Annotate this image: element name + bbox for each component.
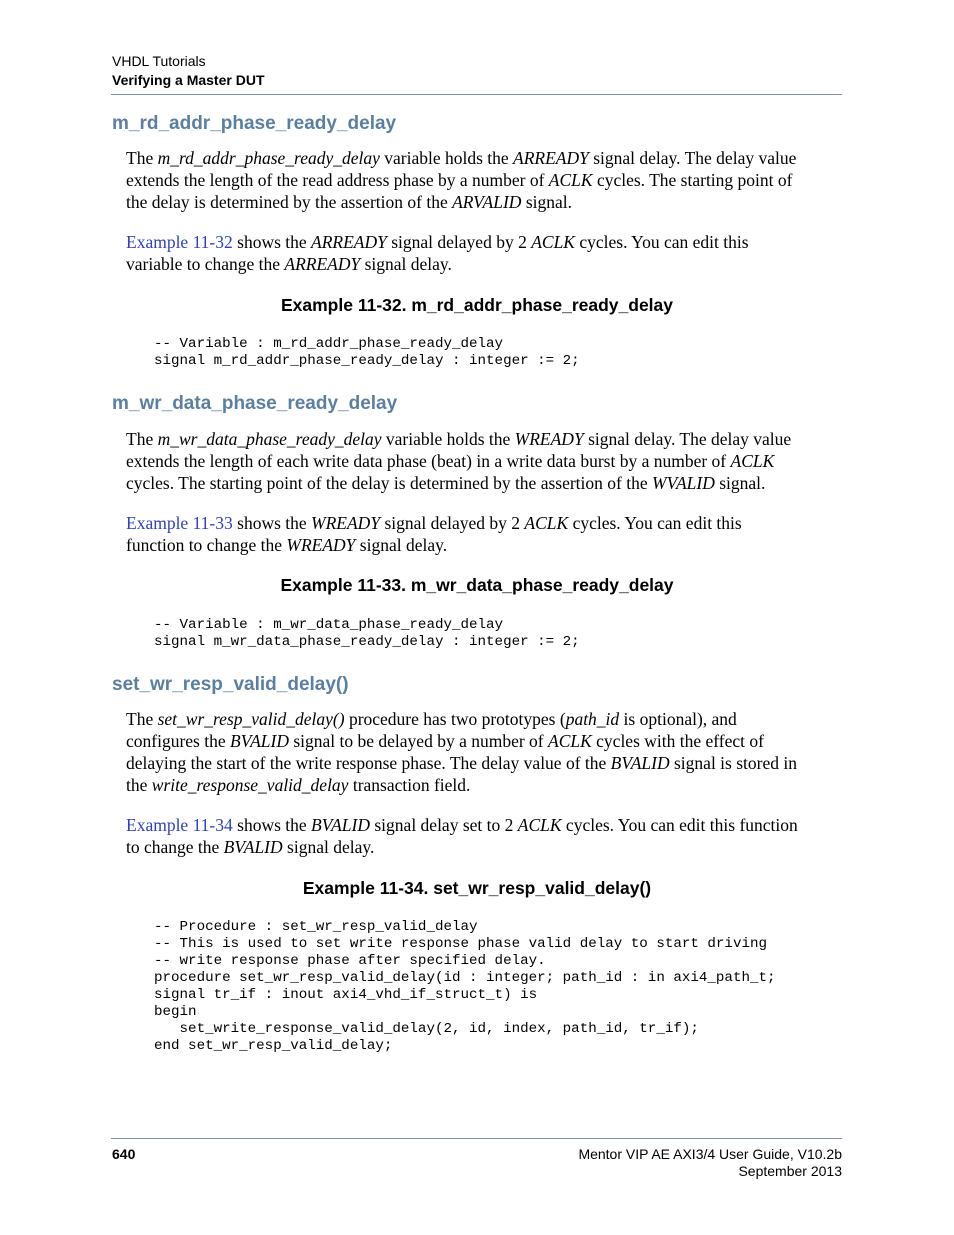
text-line: delaying the start of the write response phase. The delay value of the BVALID signal is stored in bbox=[126, 753, 797, 773]
code-line: signal m_wr_data_phase_ready_delay : integer := 2; bbox=[154, 634, 580, 650]
text-line: configures the BVALID signal to be delayed by a number of ACLK cycles with the effect of bbox=[126, 731, 764, 751]
code-line: begin bbox=[154, 1004, 197, 1020]
text-line: Example 11-33 shows the WREADY signal delayed by 2 ACLK cycles. You can edit this bbox=[126, 513, 742, 533]
code-line: -- Variable : m_rd_addr_phase_ready_delay bbox=[154, 336, 504, 352]
code-line: signal tr_if : inout axi4_vhd_if_struct_t) is bbox=[154, 987, 538, 1003]
page-number: 640 bbox=[112, 1146, 136, 1162]
text-line: The m_rd_addr_phase_ready_delay variable holds the ARREADY signal delay. The delay value bbox=[126, 148, 797, 168]
code-line: signal m_rd_addr_phase_ready_delay : integer := 2; bbox=[154, 353, 580, 369]
text-line: The set_wr_resp_valid_delay() procedure has two prototypes (path_id is optional), and bbox=[126, 709, 737, 729]
text-line: Example 11-34 shows the BVALID signal delay set to 2 ACLK cycles. You can edit this function bbox=[126, 815, 798, 835]
text-line: the delay is determined by the assertion of the ARVALID signal. bbox=[126, 192, 572, 212]
text-line: extends the length of the read address phase by a number of ACLK cycles. The starting point of bbox=[126, 170, 793, 190]
footer-date: September 2013 bbox=[738, 1163, 842, 1179]
example-11-33-link[interactable]: Example 11-33 bbox=[126, 513, 233, 533]
running-header-title: VHDL Tutorials bbox=[112, 53, 206, 69]
text-line: to change the BVALID signal delay. bbox=[126, 837, 375, 857]
code-line: end set_wr_resp_valid_delay; bbox=[154, 1038, 393, 1054]
text-line: cycles. The starting point of the delay is determined by the assertion of the WVALID signal. bbox=[126, 473, 766, 493]
example-11-32-link[interactable]: Example 11-32 bbox=[126, 232, 233, 252]
text-line: The m_wr_data_phase_ready_delay variable holds the WREADY signal delay. The delay value bbox=[126, 429, 792, 449]
section3-paragraph-1 bbox=[126, 708, 842, 796]
section2-paragraph-1 bbox=[126, 428, 842, 494]
example-11-32-caption: Example 11-32. m_rd_addr_phase_ready_delay bbox=[280, 295, 674, 315]
footer-guide-title: Mentor VIP AE AXI3/4 User Guide, V10.2b bbox=[578, 1146, 842, 1162]
section-heading-m-wr-data-phase-ready-delay: m_wr_data_phase_ready_delay bbox=[112, 393, 398, 414]
code-line: -- write response phase after specified delay. bbox=[154, 953, 546, 969]
footer-divider bbox=[111, 1138, 842, 1139]
text-line: variable to change the ARREADY signal delay. bbox=[126, 254, 452, 274]
text-line: function to change the WREADY signal delay. bbox=[126, 535, 448, 555]
text-line: the write_response_valid_delay transaction field. bbox=[126, 775, 471, 795]
example-11-34-link[interactable]: Example 11-34 bbox=[126, 815, 233, 835]
section3-paragraph-2 bbox=[126, 814, 842, 858]
code-line: set_write_response_valid_delay(2, id, index, path_id, tr_if); bbox=[154, 1021, 699, 1037]
text-line: Example 11-32 shows the ARREADY signal delayed by 2 ACLK cycles. You can edit this bbox=[126, 232, 749, 252]
code-line: -- Variable : m_wr_data_phase_ready_delay bbox=[154, 617, 504, 633]
section1-paragraph-1 bbox=[126, 147, 842, 213]
example-11-33-code bbox=[154, 617, 580, 651]
section-heading-m-rd-addr-phase-ready-delay: m_rd_addr_phase_ready_delay bbox=[112, 113, 397, 134]
example-11-34-code bbox=[154, 919, 776, 1055]
running-header-subtitle: Verifying a Master DUT bbox=[112, 72, 265, 88]
code-line: -- Procedure : set_wr_resp_valid_delay bbox=[154, 919, 478, 935]
example-11-33-caption: Example 11-33. m_wr_data_phase_ready_delay bbox=[280, 575, 674, 595]
example-11-32-code bbox=[154, 336, 580, 370]
code-line: -- This is used to set write response phase valid delay to start driving bbox=[154, 936, 767, 952]
section-heading-set-wr-resp-valid-delay: set_wr_resp_valid_delay() bbox=[112, 674, 349, 695]
example-11-34-caption: Example 11-34. set_wr_resp_valid_delay() bbox=[302, 878, 652, 898]
section2-paragraph-2 bbox=[126, 512, 842, 556]
text-line: extends the length of each write data phase (beat) in a write data burst by a number of ACLK bbox=[126, 451, 775, 471]
header-divider bbox=[111, 94, 842, 95]
code-line: procedure set_wr_resp_valid_delay(id : integer; path_id : in axi4_path_t; bbox=[154, 970, 776, 986]
section1-paragraph-2 bbox=[126, 231, 842, 275]
